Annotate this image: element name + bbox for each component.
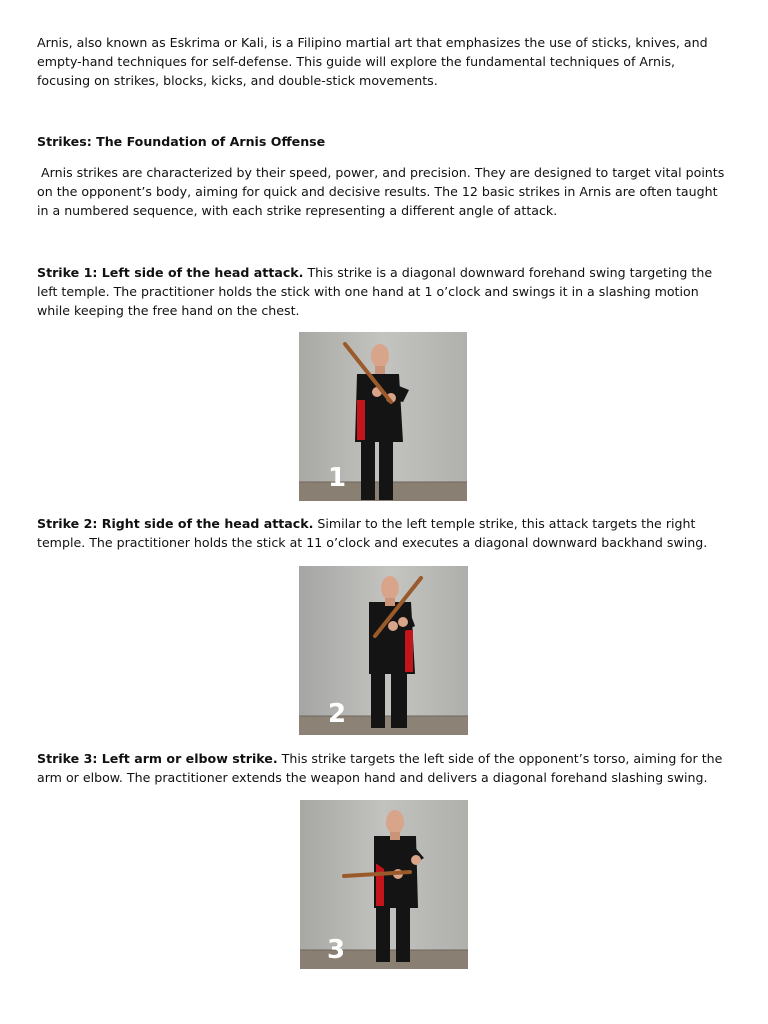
intro-paragraph: Arnis, also known as Eskrima or Kali, is a Filipino martial art that emphasizes the use of sticks, knives, and empty-hand techniques for self-defense. This guide will explore the fundamental techniques of Arnis, focusing on strikes, blocks, kicks, and double-stick movements.	[37, 35, 708, 88]
strike-1-photo-number: 1	[327, 463, 347, 493]
strike-2-paragraph	[37, 514, 731, 552]
strike-3-photo	[300, 800, 468, 969]
strike-3-paragraph	[37, 749, 731, 787]
strike-2-photo-number: 2	[327, 699, 347, 729]
strike-1-photo	[299, 332, 467, 501]
section-heading: Strikes: The Foundation of Arnis Offense	[37, 134, 326, 149]
strike-3-photo-number: 3	[326, 935, 346, 965]
strike-1-paragraph	[37, 263, 731, 320]
strike-3-title: Strike 3: Left arm or elbow strike.	[37, 751, 278, 766]
strike-1-text: This strike is a diagonal downward forehand swing targeting the left temple. The practitioner holds the stick with one hand at 1 o’clock and swings it in a slashing motion while keeping the free hand on the chest.	[37, 265, 713, 318]
section-paragraph	[37, 163, 731, 220]
strike-2-text: Similar to the left temple strike, this attack targets the right temple. The practitioner holds the stick at 11 o’clock and executes a diagonal downward backhand swing.	[37, 516, 708, 550]
strike-2-title: Strike 2: Right side of the head attack.	[37, 516, 314, 531]
strike-3-text: This strike targets the left side of the opponent’s torso, aiming for the arm or elbow. The practitioner extends the weapon hand and delivers a diagonal forehand slashing swing.	[37, 751, 723, 785]
strike-2-photo	[299, 566, 468, 735]
section-paragraph-text: Arnis strikes are characterized by their speed, power, and precision. They are designed to target vital points on the opponent’s body, aiming for quick and decisive results. The 12 basic strikes in Arnis are often taught in a numbered sequence, with each strike representing a different angle of attack.	[37, 165, 725, 218]
strike-1-title: Strike 1: Left side of the head attack.	[37, 265, 304, 280]
